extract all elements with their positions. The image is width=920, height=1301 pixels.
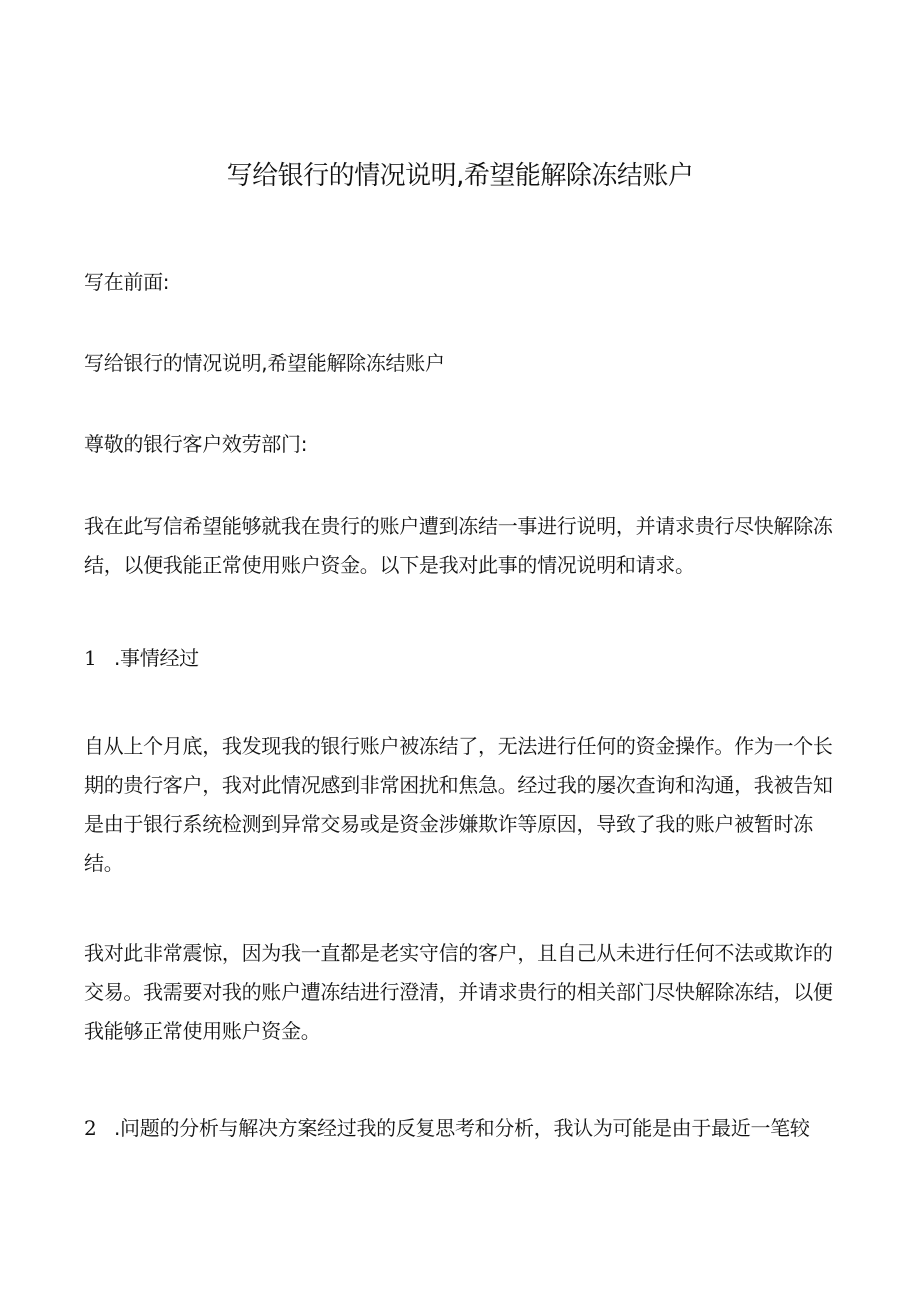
repeat-title: 写给银行的情况说明,希望能解除冻结账户 [84, 351, 445, 375]
section-1-heading [84, 639, 836, 678]
section-2-line [84, 1109, 836, 1148]
preface-label: 写在前面: [84, 270, 170, 294]
section-2-number: 2 [84, 1116, 97, 1140]
salutation: 尊敬的银行客户效劳部门: [84, 432, 308, 456]
section-2-text: .问题的分析与解决方案经过我的反复思考和分析，我认为可能是由于最近一笔较 [114, 1116, 810, 1140]
intro-paragraph: 我在此写信希望能够就我在贵行的账户遭到冻结一事进行说明，并请求贵行尽快解除冻结，以便我能正常使用账户资金。以下是我对此事的情况说明和请求。 [84, 514, 833, 577]
section-1-heading-text: .事情经过 [114, 646, 199, 670]
document-title: 写给银行的情况说明,希望能解除冻结账户 [226, 161, 694, 191]
section-1-paragraph-1: 自从上个月底，我发现我的银行账户被冻结了，无法进行任何的资金操作。作为一个长期的贵行客户，我对此情况感到非常困扰和焦急。经过我的屡次查询和沟通，我被告知是由于银行系统检测到异常交易或是资金涉嫌欺诈等原因，导致了我的账户被暂时冻结。 [84, 734, 833, 875]
section-1-paragraph-2: 我对此非常震惊，因为我一直都是老实守信的客户，且自己从未进行任何不法或欺诈的交易。我需要对我的账户遭冻结进行澄清，并请求贵行的相关部门尽快解除冻结，以便我能够正常使用账户资金。 [84, 941, 833, 1043]
section-1-number: 1 [84, 646, 97, 670]
